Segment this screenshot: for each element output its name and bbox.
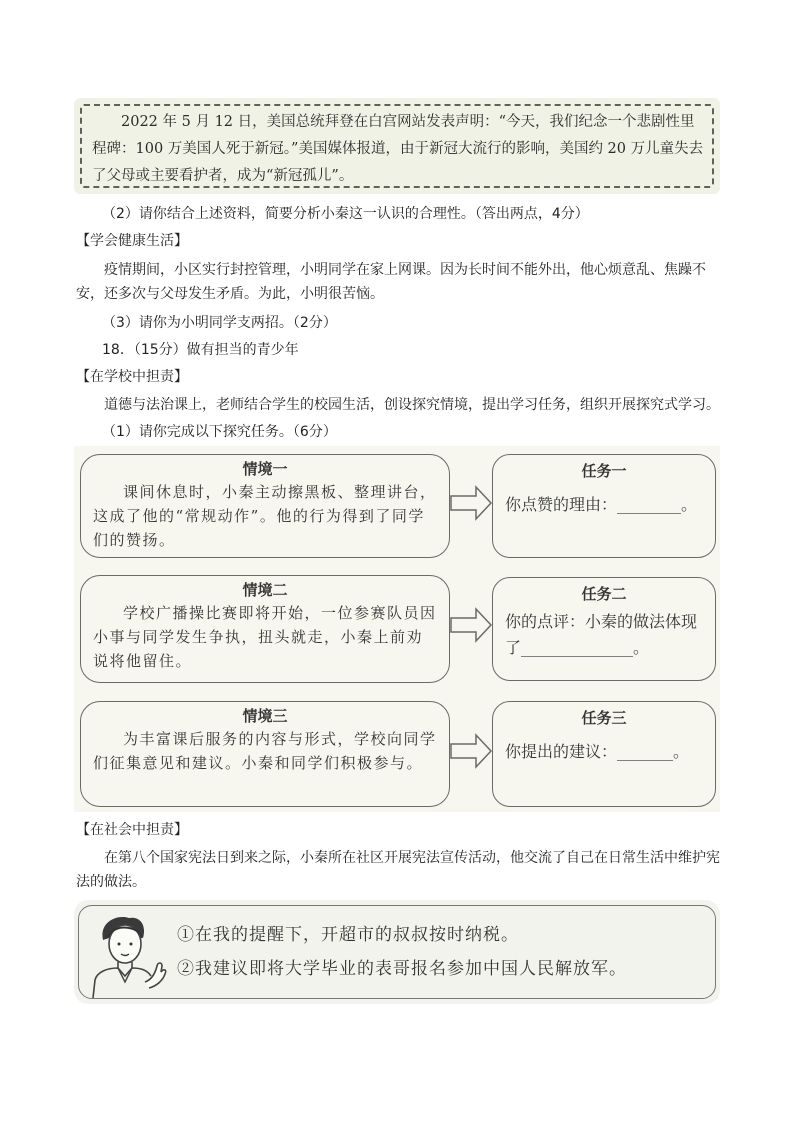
task-title: 任务三 — [581, 709, 627, 727]
speech-line-1: ①在我的提醒下，开超市的叔叔按时纳税。 — [177, 925, 519, 945]
section-body-school: 道德与法治课上，老师结合学生的校园生活，创设探究情境，提出学习任务，组织开展探究式学习。 — [104, 397, 720, 413]
situation-title: 情境三 — [242, 707, 288, 725]
situation-body: 为丰富课后服务的内容与形式，学校向同学们征集意见和建议。小秦和同学们积极参与。 — [93, 730, 437, 772]
section-heading-school: 【在学校中担责】 — [76, 369, 188, 385]
speech-border — [78, 905, 716, 999]
situation-box-2 — [80, 575, 450, 683]
arrow-right-icon — [450, 485, 492, 521]
task-box-2 — [492, 577, 716, 681]
section-body-health: 疫情期间，小区实行封控管理，小明同学在家上网课。因为长时间不能外出，他心烦意乱、焦躁不安，还多次与父母发生矛盾。为此，小明很苦恼。 — [76, 262, 706, 302]
task-title: 任务二 — [581, 585, 627, 603]
inquiry-panel — [74, 446, 720, 812]
task-box-3 — [492, 701, 716, 807]
quote-dashed-border — [80, 104, 714, 188]
task-body: 你的点评：小秦的做法体现了______________。 — [505, 612, 698, 657]
question-2: （2）请你结合上述资料，简要分析小秦这一认识的合理性。（答出两点，4分） — [102, 206, 589, 222]
task-box-1 — [492, 454, 716, 558]
task-body: 你提出的建议：_______。 — [505, 742, 690, 761]
speech-box — [74, 900, 720, 1004]
situation-box-3 — [80, 701, 450, 807]
section-heading-health: 【学会健康生活】 — [76, 233, 188, 249]
student-speaking-icon — [85, 910, 169, 998]
speech-line-2: ②我建议即将大学毕业的表哥报名参加中国人民解放军。 — [177, 959, 627, 979]
arrow-right-icon — [450, 733, 492, 769]
arrow-right-icon — [450, 607, 492, 643]
task-title: 任务一 — [581, 462, 627, 480]
quote-box — [74, 98, 720, 194]
situation-body: 学校广播操比赛即将开始，一位参赛队员因小事与同学发生争执，扭头就走，小秦上前劝说将他留住。 — [93, 604, 437, 670]
quote-text: 2022 年 5 月 12 日，美国总统拜登在白宫网站发表声明：“今天，我们纪念一个悲剧性里程碑：100 万美国人死于新冠。”美国媒体报道，由于新冠大流行的影响，美国约 20 万儿童失去了父母或主要看护者，成为“新冠孤儿”。 — [92, 114, 704, 184]
question-1: （1）请你完成以下探究任务。（6分） — [102, 424, 337, 440]
situation-box-1 — [80, 454, 450, 558]
question-3: （3）请你为小明同学支两招。（2分） — [102, 315, 337, 331]
situation-title: 情境二 — [242, 581, 288, 599]
question-18-title: 18．（15分）做有担当的青少年 — [102, 342, 299, 358]
situation-body: 课间休息时，小秦主动擦黑板、整理讲台，这成了他的“常规动作”。他的行为得到了同学们的赞扬。 — [93, 483, 437, 549]
task-body: 你点赞的理由：________。 — [505, 495, 698, 514]
section-heading-society: 【在社会中担责】 — [76, 822, 188, 838]
section-body-society: 在第八个国家宪法日到来之际，小秦所在社区开展宪法宣传活动，他交流了自己在日常生活中维护宪法的做法。 — [76, 850, 720, 890]
situation-title: 情境一 — [242, 460, 288, 478]
